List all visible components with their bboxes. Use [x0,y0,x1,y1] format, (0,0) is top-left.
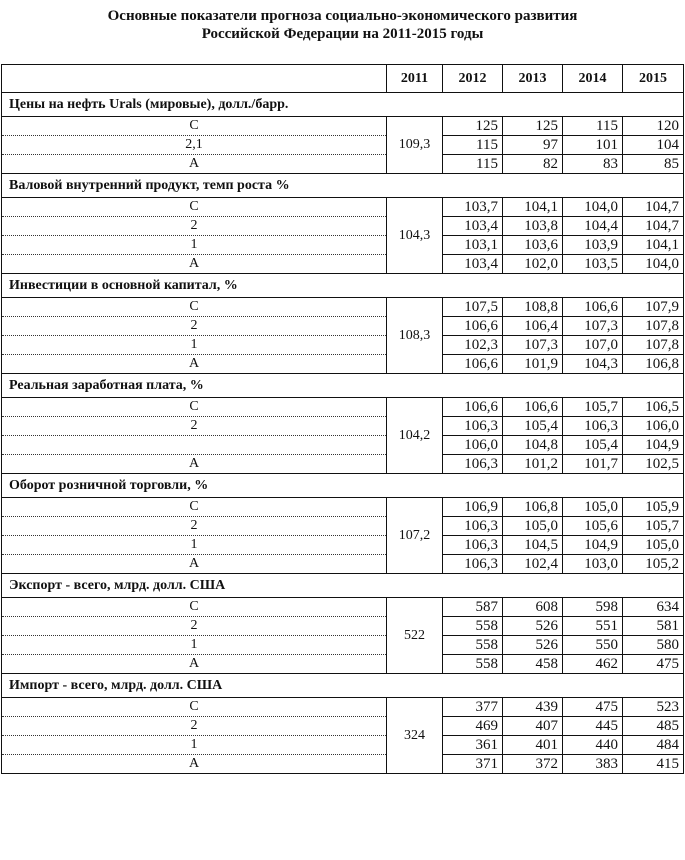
forecast-table [1,64,684,774]
value-cell-2015: 484 [623,736,684,755]
scenario-label: С [2,598,387,617]
header-blank-cell [2,65,387,93]
scenario-label: А [2,255,387,274]
table-row [2,755,684,774]
value-cell-2013: 526 [503,617,563,636]
section-title: Валовой внутренний продукт, темп роста % [2,174,684,198]
section-title: Экспорт - всего, млрд. долл. США [2,574,684,598]
table-row [2,298,684,317]
value-2011-cell: 104,2 [387,398,443,474]
value-cell-2013: 104,1 [503,198,563,217]
value-cell-2012: 115 [443,136,503,155]
table-row [2,336,684,355]
table-row [2,536,684,555]
value-cell-2015: 105,0 [623,536,684,555]
value-cell-2015: 105,9 [623,498,684,517]
scenario-label: А [2,455,387,474]
value-cell-2015: 485 [623,717,684,736]
value-cell-2012: 106,6 [443,317,503,336]
table-row [2,155,684,174]
scenario-label: С [2,498,387,517]
value-cell-2013: 105,4 [503,417,563,436]
table-row [2,236,684,255]
table-row [2,555,684,574]
value-cell-2013: 102,4 [503,555,563,574]
scenario-label: 2 [2,217,387,236]
value-cell-2014: 104,0 [563,198,623,217]
value-cell-2015: 580 [623,636,684,655]
table-row [2,717,684,736]
value-cell-2012: 558 [443,617,503,636]
table-row [2,398,684,417]
value-cell-2012: 103,1 [443,236,503,255]
value-cell-2014: 107,3 [563,317,623,336]
value-cell-2013: 106,6 [503,398,563,417]
section-header-row [2,374,684,398]
value-2011-cell: 104,3 [387,198,443,274]
value-cell-2015: 104,0 [623,255,684,274]
section-title: Инвестиции в основной капитал, % [2,274,684,298]
document-title [0,0,685,43]
value-cell-2012: 115 [443,155,503,174]
table-row [2,455,684,474]
value-cell-2015: 106,8 [623,355,684,374]
value-cell-2015: 85 [623,155,684,174]
value-cell-2014: 598 [563,598,623,617]
header-row [2,65,684,93]
value-cell-2014: 475 [563,698,623,717]
scenario-label: 2 [2,417,387,436]
value-cell-2014: 104,3 [563,355,623,374]
value-cell-2012: 106,3 [443,417,503,436]
section-title: Импорт - всего, млрд. долл. США [2,674,684,698]
value-cell-2014: 440 [563,736,623,755]
table-row [2,617,684,636]
value-cell-2013: 101,9 [503,355,563,374]
value-cell-2015: 107,9 [623,298,684,317]
value-cell-2015: 104 [623,136,684,155]
value-2011-cell: 107,2 [387,498,443,574]
value-cell-2013: 97 [503,136,563,155]
table-row [2,355,684,374]
section-header-row [2,574,684,598]
value-cell-2012: 107,5 [443,298,503,317]
value-cell-2014: 115 [563,117,623,136]
value-cell-2013: 104,8 [503,436,563,455]
value-cell-2013: 526 [503,636,563,655]
section-header-row [2,174,684,198]
forecast-table-body [2,65,684,774]
value-cell-2013: 82 [503,155,563,174]
value-cell-2014: 107,0 [563,336,623,355]
value-cell-2015: 105,7 [623,517,684,536]
scenario-label: 2 [2,317,387,336]
value-cell-2015: 106,0 [623,417,684,436]
year-header-2011: 2011 [387,65,443,93]
value-cell-2014: 462 [563,655,623,674]
value-cell-2012: 103,7 [443,198,503,217]
table-row [2,117,684,136]
table-row [2,217,684,236]
scenario-label: С [2,698,387,717]
value-cell-2014: 101,7 [563,455,623,474]
value-cell-2014: 445 [563,717,623,736]
year-header-2012: 2012 [443,65,503,93]
value-cell-2013: 458 [503,655,563,674]
value-cell-2013: 101,2 [503,455,563,474]
table-row [2,736,684,755]
value-cell-2013: 372 [503,755,563,774]
value-cell-2012: 558 [443,655,503,674]
value-cell-2015: 102,5 [623,455,684,474]
value-cell-2014: 106,3 [563,417,623,436]
table-row [2,655,684,674]
value-cell-2013: 104,5 [503,536,563,555]
scenario-label: А [2,355,387,374]
section-header-row [2,93,684,117]
value-cell-2012: 469 [443,717,503,736]
year-header-2013: 2013 [503,65,563,93]
value-cell-2014: 103,9 [563,236,623,255]
value-cell-2014: 383 [563,755,623,774]
value-cell-2014: 105,7 [563,398,623,417]
value-cell-2014: 550 [563,636,623,655]
table-row [2,198,684,217]
value-cell-2013: 107,3 [503,336,563,355]
value-cell-2015: 523 [623,698,684,717]
table-row [2,636,684,655]
value-2011-cell: 324 [387,698,443,774]
value-cell-2014: 106,6 [563,298,623,317]
value-cell-2014: 101 [563,136,623,155]
value-2011-cell: 522 [387,598,443,674]
value-cell-2013: 439 [503,698,563,717]
table-row [2,136,684,155]
scenario-label: 2 [2,617,387,636]
value-cell-2013: 608 [503,598,563,617]
value-cell-2013: 103,6 [503,236,563,255]
scenario-label: А [2,155,387,174]
value-cell-2015: 120 [623,117,684,136]
scenario-label: 2,1 [2,136,387,155]
value-cell-2014: 103,0 [563,555,623,574]
scenario-label: 1 [2,336,387,355]
section-title: Реальная заработная плата, % [2,374,684,398]
value-cell-2012: 125 [443,117,503,136]
year-header-2014: 2014 [563,65,623,93]
value-cell-2012: 587 [443,598,503,617]
value-cell-2012: 102,3 [443,336,503,355]
value-cell-2015: 415 [623,755,684,774]
scenario-label: 2 [2,717,387,736]
value-cell-2012: 106,6 [443,355,503,374]
scenario-label: А [2,755,387,774]
value-cell-2013: 105,0 [503,517,563,536]
value-cell-2015: 104,9 [623,436,684,455]
value-cell-2015: 106,5 [623,398,684,417]
scenario-label [2,436,387,455]
scenario-label: С [2,198,387,217]
value-cell-2014: 105,4 [563,436,623,455]
value-cell-2015: 475 [623,655,684,674]
value-cell-2013: 106,8 [503,498,563,517]
section-title: Оборот розничной торговли, % [2,474,684,498]
value-cell-2013: 102,0 [503,255,563,274]
value-cell-2012: 558 [443,636,503,655]
table-row [2,417,684,436]
scenario-label: 1 [2,236,387,255]
value-cell-2012: 371 [443,755,503,774]
year-header-2015: 2015 [623,65,684,93]
scenario-label: 1 [2,736,387,755]
scenario-label: 1 [2,536,387,555]
table-row [2,598,684,617]
value-cell-2012: 106,3 [443,517,503,536]
value-cell-2014: 104,4 [563,217,623,236]
value-cell-2014: 83 [563,155,623,174]
value-cell-2015: 107,8 [623,336,684,355]
value-cell-2013: 407 [503,717,563,736]
value-cell-2013: 125 [503,117,563,136]
table-row [2,317,684,336]
scenario-label: А [2,655,387,674]
table-row [2,517,684,536]
section-header-row [2,274,684,298]
value-cell-2012: 103,4 [443,217,503,236]
scenario-label: 1 [2,636,387,655]
scenario-label: С [2,398,387,417]
value-cell-2015: 104,1 [623,236,684,255]
value-cell-2014: 551 [563,617,623,636]
value-cell-2014: 103,5 [563,255,623,274]
table-row [2,436,684,455]
value-cell-2015: 634 [623,598,684,617]
table-row [2,255,684,274]
section-title: Цены на нефть Urals (мировые), долл./барр. [2,93,684,117]
value-cell-2012: 106,0 [443,436,503,455]
value-cell-2013: 103,8 [503,217,563,236]
value-cell-2015: 104,7 [623,217,684,236]
document-title-line-2: Российской Федерации на 2011-2015 годы [201,26,484,42]
value-cell-2012: 106,9 [443,498,503,517]
scenario-label: 2 [2,517,387,536]
section-header-row [2,474,684,498]
document-title-line-1: Основные показатели прогноза социально-экономического развития [107,8,578,24]
scenario-label: А [2,555,387,574]
value-cell-2012: 361 [443,736,503,755]
value-cell-2013: 106,4 [503,317,563,336]
value-cell-2012: 106,3 [443,555,503,574]
value-cell-2012: 377 [443,698,503,717]
scenario-label: С [2,117,387,136]
section-header-row [2,674,684,698]
value-cell-2015: 107,8 [623,317,684,336]
value-cell-2012: 106,3 [443,536,503,555]
value-cell-2013: 401 [503,736,563,755]
value-cell-2012: 106,3 [443,455,503,474]
value-2011-cell: 109,3 [387,117,443,174]
value-cell-2014: 105,6 [563,517,623,536]
value-2011-cell: 108,3 [387,298,443,374]
table-row [2,498,684,517]
value-cell-2014: 105,0 [563,498,623,517]
value-cell-2015: 104,7 [623,198,684,217]
value-cell-2012: 103,4 [443,255,503,274]
value-cell-2015: 105,2 [623,555,684,574]
table-row [2,698,684,717]
value-cell-2015: 581 [623,617,684,636]
value-cell-2013: 108,8 [503,298,563,317]
value-cell-2012: 106,6 [443,398,503,417]
value-cell-2014: 104,9 [563,536,623,555]
scenario-label: С [2,298,387,317]
